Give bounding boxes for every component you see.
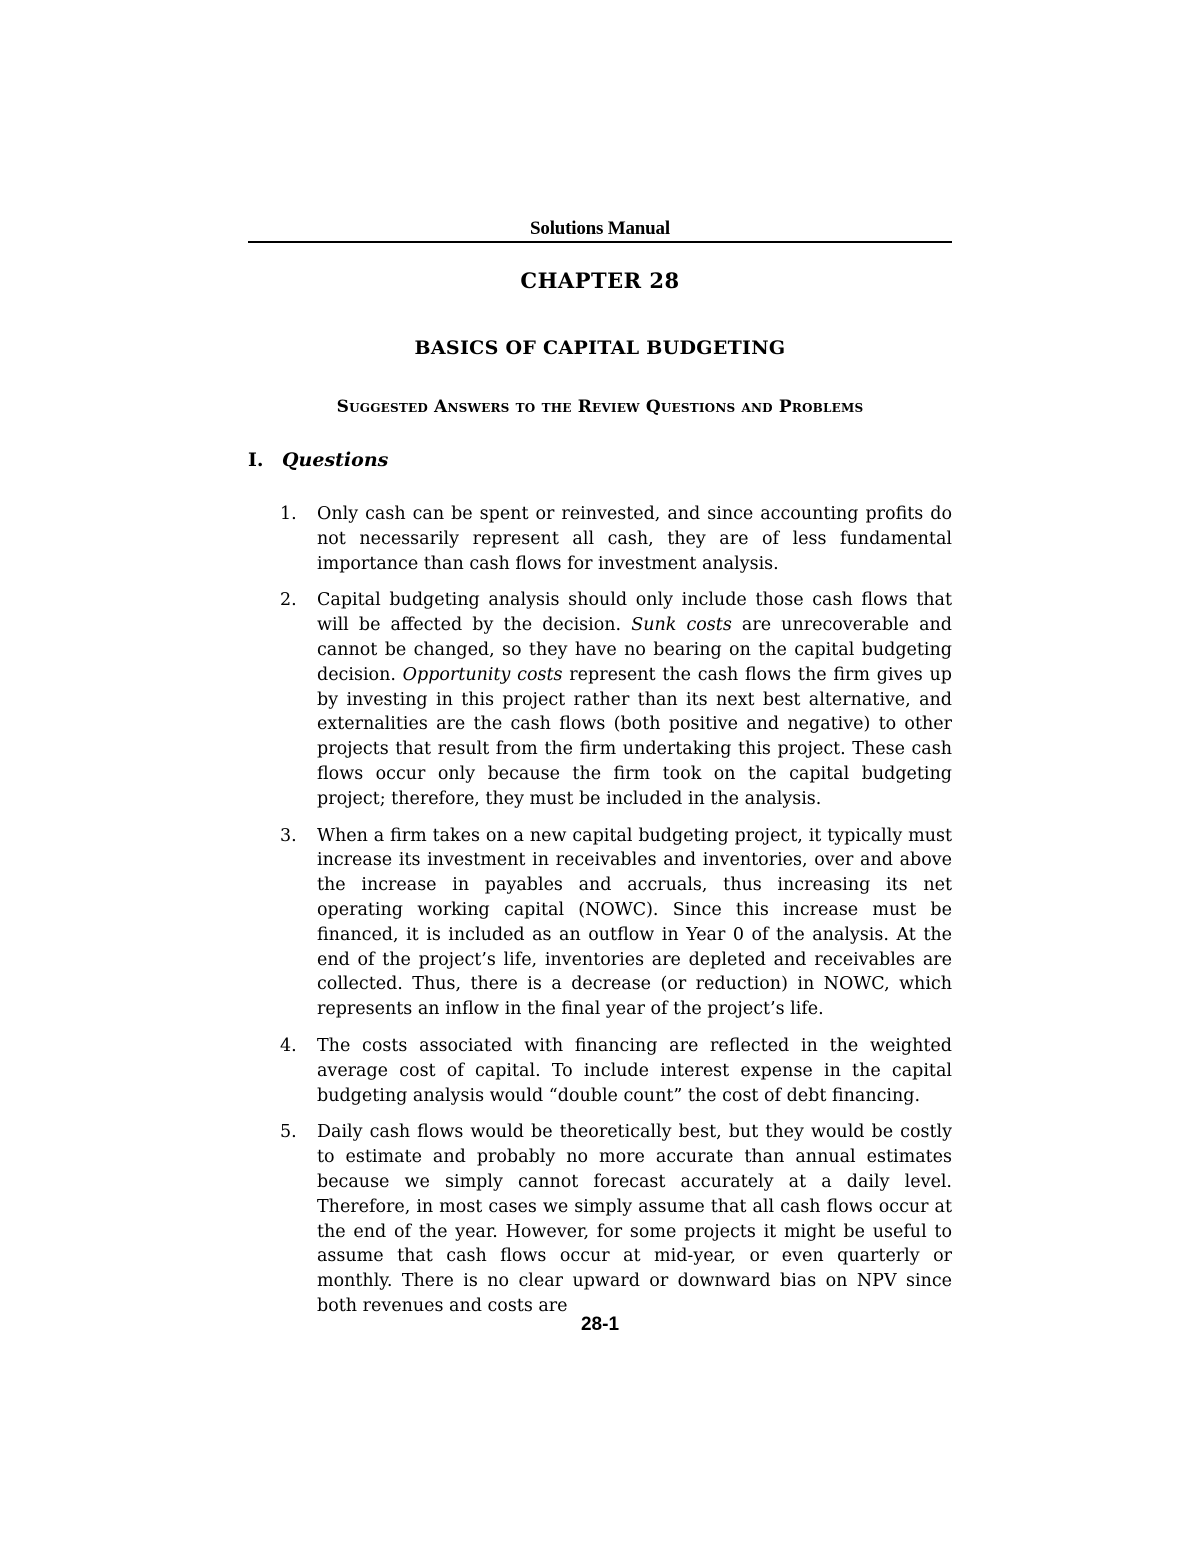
page-number: 28-1 bbox=[580, 1314, 620, 1335]
question-item-3 bbox=[280, 824, 952, 1022]
answer-text-segment: The costs associated with financing are reflected in the weighted average cost of capital. To include interest expense in the capital budgeting analysis would “double count” the cost of debt financing. bbox=[317, 1035, 952, 1106]
answer-text-segment: are unrecoverable and cannot be changed, so they have no bearing on the capital budgeting decision. bbox=[317, 615, 952, 685]
question-answer-text bbox=[317, 1034, 952, 1108]
section-heading bbox=[248, 449, 388, 471]
chapter-title: BASICS OF CAPITAL BUDGETING bbox=[414, 337, 786, 359]
question-answer-text bbox=[317, 824, 952, 1022]
answer-text-segment: Capital budgeting analysis should only include those cash flows that will be affected by the decision. bbox=[317, 590, 952, 636]
question-list bbox=[280, 502, 952, 1331]
question-item-2 bbox=[280, 588, 952, 811]
question-answer-text bbox=[317, 502, 952, 576]
question-number: 1. bbox=[280, 504, 297, 524]
answer-text-segment: When a firm takes on a new capital budgeting project, it typically must increase its investment in receivables and inventories, over and above the increase in payables and accruals, thus increasing its net operating working capital (NOWC). Since this increase must be financed, it is included as an outflow in Year 0 of the analysis. At the end of the project’s life, inventories are depleted and receivables are collected. Thus, there is a decrease (or reduction) in NOWC, which represents an inflow in the final year of the project’s life. bbox=[317, 825, 952, 1020]
emphasized-term: Sunk costs bbox=[631, 615, 732, 636]
question-number: 2. bbox=[280, 590, 297, 611]
answer-text-segment: represent the cash flows the firm gives up by investing in this project rather than its next best alternative, and externalities are the cash flows (both positive and negative) to other projects that result from the firm undertaking this project. These cash flows occur only because the firm took on the capital budgeting project; therefore, they must be included in the analysis. bbox=[317, 664, 953, 809]
question-item-1 bbox=[280, 502, 952, 576]
emphasized-term: Opportunity costs bbox=[402, 664, 563, 685]
answer-text-segment: Only cash can be spent or reinvested, and since accounting profits do not necessarily represent all cash, they are of less fundamental importance than cash flows for investment analysis. bbox=[317, 504, 952, 574]
running-header: Solutions Manual bbox=[530, 218, 670, 239]
section-label: Questions bbox=[282, 449, 389, 471]
question-answer-text bbox=[317, 1120, 952, 1318]
answers-heading: Suggested Answers to the Review Questions and Problems bbox=[336, 397, 864, 417]
question-answer-text bbox=[317, 588, 952, 811]
chapter-number: CHAPTER 28 bbox=[520, 268, 680, 293]
question-item-4 bbox=[280, 1034, 952, 1108]
header-rule bbox=[248, 241, 952, 243]
question-item-5 bbox=[280, 1120, 952, 1318]
section-number: I. bbox=[248, 449, 264, 471]
question-number: 4. bbox=[280, 1035, 297, 1056]
question-number: 3. bbox=[280, 825, 297, 846]
question-number: 5. bbox=[280, 1122, 297, 1143]
answer-text-segment: Daily cash flows would be theoretically best, but they would be costly to estimate and probably no more accurate than annual estimates because we simply cannot forecast accurately at a daily level. Therefore, in most cases we simply assume that all cash flows occur at the end of the year. However, for some projects it might be useful to assume that cash flows occur at mid-year, or even quarterly or monthly. There is no clear upward or downward bias on NPV since both revenues and costs are bbox=[317, 1122, 952, 1316]
